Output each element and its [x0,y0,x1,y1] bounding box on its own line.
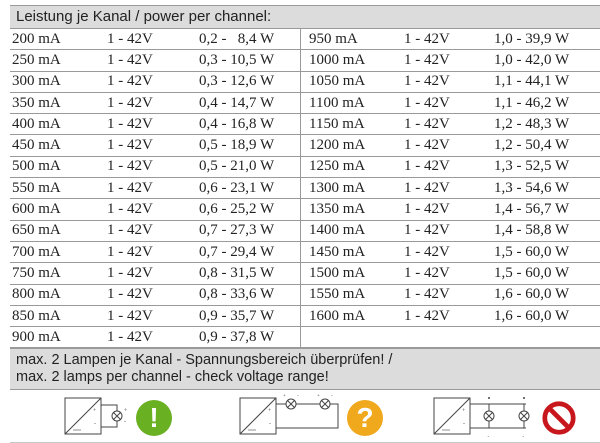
power-cell: 1,0 - 42,0 W [494,51,570,68]
current-cell: 1250 mA [309,158,366,175]
current-cell: 650 mA [12,222,61,239]
current-cell: 350 mA [12,94,61,111]
svg-text:+: + [124,408,128,415]
voltage-cell: 1 - 42V [404,307,450,324]
power-table [10,29,600,348]
voltage-cell: 1 - 42V [107,30,153,47]
power-cell: 0,4 - 14,7 W [199,94,275,111]
power-cell: 0,2 - 8,4 W [199,30,275,47]
note-line-english: max. 2 lamps per channel - check voltage range! [16,369,329,386]
table-row [301,327,600,348]
current-cell: 1400 mA [309,222,366,239]
current-cell: 500 mA [12,158,61,175]
power-cell: 1,1 - 44,1 W [494,73,570,90]
power-cell: 0,8 - 31,5 W [199,264,275,281]
table-row [10,50,300,71]
current-cell: 700 mA [12,243,61,260]
power-cell: 0,5 - 18,9 W [199,137,275,154]
current-cell: 1000 mA [309,51,366,68]
power-cell: 1,5 - 60,0 W [494,243,570,260]
svg-text:-: - [94,421,96,428]
series-lamps-wiring-diagram [230,394,342,438]
table-row [301,29,600,50]
voltage-cell: 1 - 42V [404,51,450,68]
power-cell: 1,4 - 56,7 W [494,201,570,218]
power-cell: 1,4 - 58,8 W [494,222,570,239]
current-cell: 450 mA [12,137,61,154]
note-line-german: max. 2 Lampen je Kanal - Spannungsbereich überprüfen! / [16,352,393,369]
power-cell: 0,9 - 37,8 W [199,328,275,345]
parallel-lamps-wiring-diagram [426,394,536,440]
svg-text:+: + [283,394,286,400]
voltage-cell: 1 - 42V [107,137,153,154]
power-cell: 1,6 - 60,0 W [494,307,570,324]
wiring-diagrams [10,390,600,443]
power-cell: 0,6 - 23,1 W [199,179,275,196]
svg-text:+: + [268,408,272,415]
current-cell: 200 mA [12,30,61,47]
table-row [10,29,300,50]
single-lamp-wiring-diagram [55,394,135,438]
voltage-cell: 1 - 42V [404,94,450,111]
power-cell: 1,2 - 50,4 W [494,137,570,154]
voltage-cell: 1 - 42V [107,264,153,281]
voltage-cell: 1 - 42V [404,137,450,154]
voltage-cell: 1 - 42V [107,222,153,239]
table-row [301,242,600,263]
current-cell: 600 mA [12,201,61,218]
table-row [301,157,600,178]
current-cell: 750 mA [12,264,61,281]
current-cell: 1200 mA [309,137,366,154]
table-row [301,199,600,220]
current-cell: 1300 mA [309,179,366,196]
current-cell: 1550 mA [309,286,366,303]
voltage-cell: 1 - 42V [404,179,450,196]
power-cell: 1,6 - 60,0 W [494,286,570,303]
table-row [301,50,600,71]
power-cell: 0,3 - 12,6 W [199,73,275,90]
current-cell: 1350 mA [309,201,366,218]
current-cell: 1050 mA [309,73,366,90]
voltage-cell: 1 - 42V [404,243,450,260]
svg-text:+: + [317,394,320,400]
voltage-cell: 1 - 42V [404,286,450,303]
table-row [10,135,300,156]
power-cell: 1,3 - 54,6 W [494,179,570,196]
current-cell: 1500 mA [309,264,366,281]
table-row [10,178,300,199]
voltage-cell: 1 - 42V [404,115,450,132]
voltage-cell: 1 - 42V [107,51,153,68]
section-title: Leistung je Kanal / power per channel: [10,5,600,29]
voltage-cell: 1 - 42V [404,201,450,218]
power-cell: 0,8 - 33,6 W [199,286,275,303]
power-cell: 1,1 - 46,2 W [494,94,570,111]
current-cell: 250 mA [12,51,61,68]
table-row [10,242,300,263]
current-cell: 800 mA [12,286,61,303]
power-cell: 0,3 - 10,5 W [199,51,275,68]
svg-text:-: - [331,394,333,400]
power-cell: 1,2 - 48,3 W [494,115,570,132]
table-row [10,306,300,327]
current-cell: 400 mA [12,115,61,132]
power-cell: 0,7 - 27,3 W [199,222,275,239]
table-row [301,93,600,114]
table-row [10,72,300,93]
voltage-cell: 1 - 42V [404,30,450,47]
table-row [301,306,600,327]
voltage-cell: 1 - 42V [107,328,153,345]
voltage-cell: 1 - 42V [107,73,153,90]
current-cell: 850 mA [12,307,61,324]
voltage-cell: 1 - 42V [404,222,450,239]
exclamation-icon: ! [136,400,172,436]
svg-text:-: - [269,421,271,428]
table-row [10,221,300,242]
power-cell: 0,4 - 16,8 W [199,115,275,132]
current-cell: 550 mA [12,179,61,196]
power-cell: 1,0 - 39,9 W [494,30,570,47]
table-row [10,114,300,135]
svg-text:-: - [463,421,465,428]
table-row [301,285,600,306]
table-row [10,263,300,284]
table-column-right [300,29,600,348]
voltage-cell: 1 - 42V [107,158,153,175]
voltage-cell: 1 - 42V [107,201,153,218]
voltage-cell: 1 - 42V [107,115,153,132]
table-row [301,135,600,156]
current-cell: 300 mA [12,73,61,90]
table-row [10,327,300,348]
lamp-warning-note [10,348,600,390]
power-cell: 0,7 - 29,4 W [199,243,275,260]
voltage-cell: 1 - 42V [107,243,153,260]
power-cell: 1,3 - 52,5 W [494,158,570,175]
table-row [301,178,600,199]
table-row [10,199,300,220]
svg-text:+: + [93,408,97,415]
current-cell: 900 mA [12,328,61,345]
current-cell: 1100 mA [309,94,365,111]
prohibited-icon [541,400,577,436]
table-row [301,221,600,242]
voltage-cell: 1 - 42V [404,158,450,175]
voltage-cell: 1 - 42V [107,94,153,111]
power-cell: 0,5 - 21,0 W [199,158,275,175]
power-cell: 0,6 - 25,2 W [199,201,275,218]
current-cell: 1150 mA [309,115,365,132]
power-cell: 1,5 - 60,0 W [494,264,570,281]
power-cell: 0,9 - 35,7 W [199,307,275,324]
svg-text:-: - [124,419,126,426]
table-row [10,93,300,114]
table-row [301,263,600,284]
question-icon: ? [347,400,383,436]
current-cell: 950 mA [309,30,358,47]
table-row [301,114,600,135]
voltage-cell: 1 - 42V [107,307,153,324]
svg-text:-: - [297,394,299,400]
power-table-document [10,5,600,443]
svg-text:+: + [462,408,466,415]
voltage-cell: 1 - 42V [107,179,153,196]
voltage-cell: 1 - 42V [107,286,153,303]
current-cell: 1600 mA [309,307,366,324]
table-column-left [10,29,300,348]
table-row [10,285,300,306]
table-row [301,72,600,93]
current-cell: 1450 mA [309,243,366,260]
voltage-cell: 1 - 42V [404,73,450,90]
voltage-cell: 1 - 42V [404,264,450,281]
svg-text:-: - [487,435,490,441]
svg-text:-: - [522,435,525,441]
table-row [10,157,300,178]
